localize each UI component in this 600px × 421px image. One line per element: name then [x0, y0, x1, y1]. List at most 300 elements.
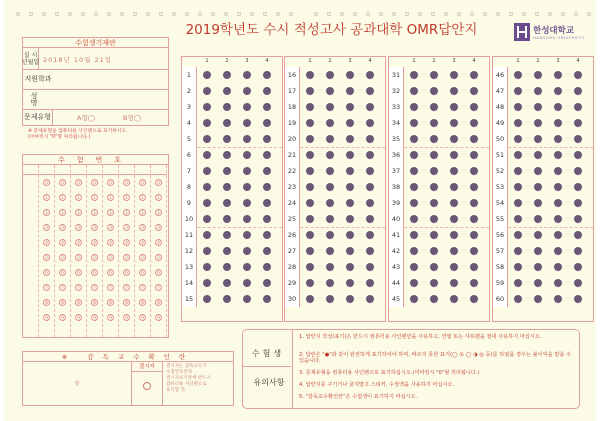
- answer-bubble[interactable]: [326, 199, 334, 207]
- answer-bubble[interactable]: [574, 215, 582, 223]
- answer-bubble[interactable]: [346, 247, 354, 255]
- answer-bubble[interactable]: [514, 183, 522, 191]
- answer-bubble[interactable]: [366, 103, 374, 111]
- answer-bubble[interactable]: [574, 183, 582, 191]
- answer-bubble[interactable]: [263, 103, 271, 111]
- answer-bubble[interactable]: [470, 295, 478, 303]
- exam-digit-bubble[interactable]: 2: [91, 209, 98, 216]
- type-a-option[interactable]: A형◯: [77, 114, 95, 122]
- exam-digit-bubble[interactable]: 7: [91, 284, 98, 291]
- answer-bubble[interactable]: [326, 167, 334, 175]
- answer-bubble[interactable]: [263, 183, 271, 191]
- answer-bubble[interactable]: [430, 87, 438, 95]
- exam-number-box[interactable]: [71, 165, 87, 175]
- answer-bubble[interactable]: [450, 199, 458, 207]
- supervisor-signature-area[interactable]: 항: [23, 362, 132, 406]
- answer-bubble[interactable]: [243, 247, 251, 255]
- answer-bubble[interactable]: [223, 263, 231, 271]
- answer-bubble[interactable]: [223, 119, 231, 127]
- answer-bubble[interactable]: [263, 295, 271, 303]
- answer-bubble[interactable]: [306, 215, 314, 223]
- answer-bubble[interactable]: [203, 119, 211, 127]
- answer-bubble[interactable]: [574, 263, 582, 271]
- answer-bubble[interactable]: [470, 167, 478, 175]
- exam-digit-bubble[interactable]: 9: [75, 314, 82, 321]
- exam-digit-bubble[interactable]: 0: [91, 179, 98, 186]
- answer-bubble[interactable]: [410, 135, 418, 143]
- answer-bubble[interactable]: [514, 103, 522, 111]
- answer-bubble[interactable]: [514, 295, 522, 303]
- answer-bubble[interactable]: [514, 199, 522, 207]
- exam-digit-bubble[interactable]: 3: [139, 224, 146, 231]
- answer-bubble[interactable]: [203, 295, 211, 303]
- answer-bubble[interactable]: [410, 215, 418, 223]
- exam-digit-bubble[interactable]: 7: [107, 284, 114, 291]
- exam-digit-bubble[interactable]: 2: [75, 209, 82, 216]
- answer-bubble[interactable]: [326, 279, 334, 287]
- answer-bubble[interactable]: [450, 151, 458, 159]
- answer-bubble[interactable]: [346, 103, 354, 111]
- answer-bubble[interactable]: [450, 71, 458, 79]
- answer-bubble[interactable]: [514, 71, 522, 79]
- answer-bubble[interactable]: [223, 167, 231, 175]
- answer-bubble[interactable]: [534, 87, 542, 95]
- answer-bubble[interactable]: [243, 103, 251, 111]
- answer-bubble[interactable]: [243, 279, 251, 287]
- answer-bubble[interactable]: [574, 119, 582, 127]
- answer-bubble[interactable]: [430, 199, 438, 207]
- answer-bubble[interactable]: [326, 263, 334, 271]
- answer-bubble[interactable]: [554, 263, 562, 271]
- exam-digit-bubble[interactable]: 7: [59, 284, 66, 291]
- answer-bubble[interactable]: [534, 71, 542, 79]
- answer-bubble[interactable]: [366, 279, 374, 287]
- answer-bubble[interactable]: [450, 279, 458, 287]
- answer-bubble[interactable]: [326, 119, 334, 127]
- answer-bubble[interactable]: [534, 103, 542, 111]
- answer-bubble[interactable]: [534, 135, 542, 143]
- answer-bubble[interactable]: [326, 71, 334, 79]
- answer-bubble[interactable]: [450, 87, 458, 95]
- answer-bubble[interactable]: [430, 183, 438, 191]
- exam-digit-bubble[interactable]: 9: [91, 314, 98, 321]
- answer-bubble[interactable]: [243, 263, 251, 271]
- answer-bubble[interactable]: [430, 119, 438, 127]
- answer-bubble[interactable]: [346, 183, 354, 191]
- answer-bubble[interactable]: [346, 119, 354, 127]
- answer-bubble[interactable]: [263, 167, 271, 175]
- answer-bubble[interactable]: [410, 103, 418, 111]
- exam-number-box[interactable]: [87, 165, 103, 175]
- answer-bubble[interactable]: [366, 199, 374, 207]
- answer-bubble[interactable]: [366, 247, 374, 255]
- exam-digit-bubble[interactable]: 0: [107, 179, 114, 186]
- answer-bubble[interactable]: [203, 247, 211, 255]
- answer-bubble[interactable]: [243, 183, 251, 191]
- exam-digit-bubble[interactable]: 6: [91, 269, 98, 276]
- exam-digit-bubble[interactable]: 3: [123, 224, 130, 231]
- exam-number-box[interactable]: [39, 165, 55, 175]
- exam-digit-bubble[interactable]: 1: [123, 194, 130, 201]
- answer-bubble[interactable]: [223, 103, 231, 111]
- answer-bubble[interactable]: [366, 183, 374, 191]
- exam-digit-bubble[interactable]: 4: [107, 239, 114, 246]
- answer-bubble[interactable]: [554, 151, 562, 159]
- exam-digit-bubble[interactable]: 6: [155, 269, 162, 276]
- exam-digit-bubble[interactable]: 0: [59, 179, 66, 186]
- answer-bubble[interactable]: [574, 135, 582, 143]
- exam-digit-bubble[interactable]: 9: [123, 314, 130, 321]
- answer-bubble[interactable]: [534, 199, 542, 207]
- answer-bubble[interactable]: [534, 167, 542, 175]
- answer-bubble[interactable]: [326, 135, 334, 143]
- exam-digit-bubble[interactable]: 3: [107, 224, 114, 231]
- exam-digit-bubble[interactable]: 9: [43, 314, 50, 321]
- answer-bubble[interactable]: [346, 199, 354, 207]
- exam-digit-bubble[interactable]: 4: [59, 239, 66, 246]
- exam-digit-bubble[interactable]: 7: [123, 284, 130, 291]
- answer-bubble[interactable]: [554, 215, 562, 223]
- answer-bubble[interactable]: [534, 263, 542, 271]
- exam-digit-bubble[interactable]: 1: [75, 194, 82, 201]
- answer-bubble[interactable]: [306, 167, 314, 175]
- answer-bubble[interactable]: [534, 119, 542, 127]
- answer-bubble[interactable]: [470, 279, 478, 287]
- exam-digit-bubble[interactable]: 1: [43, 194, 50, 201]
- answer-bubble[interactable]: [306, 119, 314, 127]
- exam-digit-bubble[interactable]: 7: [75, 284, 82, 291]
- exam-digit-bubble[interactable]: 7: [43, 284, 50, 291]
- answer-bubble[interactable]: [430, 151, 438, 159]
- answer-bubble[interactable]: [514, 87, 522, 95]
- answer-bubble[interactable]: [263, 279, 271, 287]
- answer-bubble[interactable]: [410, 199, 418, 207]
- exam-digit-bubble[interactable]: 6: [43, 269, 50, 276]
- answer-bubble[interactable]: [534, 247, 542, 255]
- answer-bubble[interactable]: [554, 135, 562, 143]
- answer-bubble[interactable]: [470, 231, 478, 239]
- answer-bubble[interactable]: [223, 151, 231, 159]
- answer-bubble[interactable]: [574, 295, 582, 303]
- answer-bubble[interactable]: [534, 215, 542, 223]
- answer-bubble[interactable]: [450, 263, 458, 271]
- exam-digit-bubble[interactable]: 0: [43, 179, 50, 186]
- answer-bubble[interactable]: [306, 247, 314, 255]
- answer-bubble[interactable]: [203, 135, 211, 143]
- answer-bubble[interactable]: [574, 71, 582, 79]
- exam-digit-bubble[interactable]: 3: [75, 224, 82, 231]
- answer-bubble[interactable]: [430, 167, 438, 175]
- answer-bubble[interactable]: [366, 215, 374, 223]
- exam-digit-bubble[interactable]: 6: [75, 269, 82, 276]
- answer-bubble[interactable]: [410, 119, 418, 127]
- answer-bubble[interactable]: [203, 215, 211, 223]
- answer-bubble[interactable]: [514, 167, 522, 175]
- exam-digit-bubble[interactable]: 9: [139, 314, 146, 321]
- answer-bubble[interactable]: [554, 87, 562, 95]
- exam-digit-bubble[interactable]: 4: [139, 239, 146, 246]
- answer-bubble[interactable]: [223, 199, 231, 207]
- answer-bubble[interactable]: [243, 87, 251, 95]
- answer-bubble[interactable]: [306, 183, 314, 191]
- answer-bubble[interactable]: [430, 279, 438, 287]
- answer-bubble[interactable]: [470, 71, 478, 79]
- answer-bubble[interactable]: [223, 183, 231, 191]
- exam-digit-bubble[interactable]: 5: [155, 254, 162, 261]
- exam-digit-bubble[interactable]: 2: [43, 209, 50, 216]
- answer-bubble[interactable]: [346, 295, 354, 303]
- exam-digit-bubble[interactable]: 2: [155, 209, 162, 216]
- answer-bubble[interactable]: [430, 231, 438, 239]
- name-row[interactable]: [22, 90, 169, 110]
- answer-bubble[interactable]: [410, 279, 418, 287]
- answer-bubble[interactable]: [470, 103, 478, 111]
- answer-bubble[interactable]: [554, 247, 562, 255]
- exam-digit-bubble[interactable]: 0: [155, 179, 162, 186]
- answer-bubble[interactable]: [203, 199, 211, 207]
- answer-bubble[interactable]: [346, 71, 354, 79]
- answer-bubble[interactable]: [450, 135, 458, 143]
- answer-bubble[interactable]: [514, 135, 522, 143]
- answer-bubble[interactable]: [243, 71, 251, 79]
- answer-bubble[interactable]: [410, 263, 418, 271]
- answer-bubble[interactable]: [554, 119, 562, 127]
- exam-number-box[interactable]: [55, 165, 71, 175]
- answer-bubble[interactable]: [410, 231, 418, 239]
- answer-bubble[interactable]: [534, 183, 542, 191]
- exam-digit-bubble[interactable]: 4: [155, 239, 162, 246]
- answer-bubble[interactable]: [534, 279, 542, 287]
- answer-bubble[interactable]: [306, 279, 314, 287]
- answer-bubble[interactable]: [263, 215, 271, 223]
- answer-bubble[interactable]: [554, 183, 562, 191]
- answer-bubble[interactable]: [326, 183, 334, 191]
- exam-number-box[interactable]: [135, 165, 151, 175]
- answer-bubble[interactable]: [430, 71, 438, 79]
- answer-bubble[interactable]: [410, 87, 418, 95]
- answer-bubble[interactable]: [554, 199, 562, 207]
- answer-bubble[interactable]: [470, 247, 478, 255]
- exam-digit-bubble[interactable]: 3: [155, 224, 162, 231]
- answer-bubble[interactable]: [326, 103, 334, 111]
- answer-bubble[interactable]: [263, 151, 271, 159]
- answer-bubble[interactable]: [326, 151, 334, 159]
- answer-bubble[interactable]: [346, 87, 354, 95]
- absentee-bubble[interactable]: [143, 382, 151, 390]
- answer-bubble[interactable]: [366, 263, 374, 271]
- exam-digit-bubble[interactable]: 8: [155, 299, 162, 306]
- answer-bubble[interactable]: [470, 263, 478, 271]
- exam-digit-bubble[interactable]: 2: [107, 209, 114, 216]
- answer-bubble[interactable]: [514, 263, 522, 271]
- answer-bubble[interactable]: [430, 263, 438, 271]
- answer-bubble[interactable]: [263, 199, 271, 207]
- answer-bubble[interactable]: [346, 215, 354, 223]
- answer-bubble[interactable]: [366, 167, 374, 175]
- exam-digit-bubble[interactable]: 1: [107, 194, 114, 201]
- exam-number-box[interactable]: [23, 165, 39, 175]
- answer-bubble[interactable]: [326, 215, 334, 223]
- answer-bubble[interactable]: [203, 231, 211, 239]
- answer-bubble[interactable]: [470, 199, 478, 207]
- exam-digit-bubble[interactable]: 8: [107, 299, 114, 306]
- answer-bubble[interactable]: [223, 295, 231, 303]
- answer-bubble[interactable]: [554, 295, 562, 303]
- answer-bubble[interactable]: [450, 295, 458, 303]
- answer-bubble[interactable]: [366, 119, 374, 127]
- answer-bubble[interactable]: [306, 135, 314, 143]
- exam-digit-bubble[interactable]: 3: [59, 224, 66, 231]
- answer-bubble[interactable]: [263, 135, 271, 143]
- answer-bubble[interactable]: [470, 183, 478, 191]
- answer-bubble[interactable]: [366, 87, 374, 95]
- answer-bubble[interactable]: [306, 71, 314, 79]
- answer-bubble[interactable]: [470, 119, 478, 127]
- answer-bubble[interactable]: [366, 151, 374, 159]
- answer-bubble[interactable]: [450, 119, 458, 127]
- answer-bubble[interactable]: [574, 151, 582, 159]
- answer-bubble[interactable]: [450, 231, 458, 239]
- answer-bubble[interactable]: [430, 103, 438, 111]
- answer-bubble[interactable]: [326, 247, 334, 255]
- answer-bubble[interactable]: [243, 119, 251, 127]
- answer-bubble[interactable]: [203, 279, 211, 287]
- answer-bubble[interactable]: [306, 263, 314, 271]
- answer-bubble[interactable]: [203, 87, 211, 95]
- answer-bubble[interactable]: [514, 215, 522, 223]
- exam-digit-bubble[interactable]: 6: [123, 269, 130, 276]
- answer-bubble[interactable]: [574, 199, 582, 207]
- answer-bubble[interactable]: [554, 103, 562, 111]
- answer-bubble[interactable]: [574, 103, 582, 111]
- answer-bubble[interactable]: [326, 231, 334, 239]
- type-b-option[interactable]: B형◯: [123, 114, 142, 122]
- exam-number-box[interactable]: [103, 165, 119, 175]
- answer-bubble[interactable]: [410, 295, 418, 303]
- answer-bubble[interactable]: [470, 87, 478, 95]
- answer-bubble[interactable]: [263, 247, 271, 255]
- answer-bubble[interactable]: [366, 231, 374, 239]
- exam-digit-bubble[interactable]: 0: [139, 179, 146, 186]
- answer-bubble[interactable]: [430, 215, 438, 223]
- exam-digit-bubble[interactable]: 0: [123, 179, 130, 186]
- exam-digit-bubble[interactable]: 5: [75, 254, 82, 261]
- answer-bubble[interactable]: [450, 183, 458, 191]
- answer-bubble[interactable]: [243, 231, 251, 239]
- answer-bubble[interactable]: [306, 199, 314, 207]
- answer-bubble[interactable]: [366, 71, 374, 79]
- answer-bubble[interactable]: [450, 167, 458, 175]
- answer-bubble[interactable]: [346, 263, 354, 271]
- answer-bubble[interactable]: [514, 247, 522, 255]
- answer-bubble[interactable]: [326, 295, 334, 303]
- answer-bubble[interactable]: [203, 263, 211, 271]
- answer-bubble[interactable]: [450, 247, 458, 255]
- exam-digit-bubble[interactable]: 4: [123, 239, 130, 246]
- answer-bubble[interactable]: [306, 103, 314, 111]
- exam-digit-bubble[interactable]: 5: [139, 254, 146, 261]
- answer-bubble[interactable]: [306, 231, 314, 239]
- answer-bubble[interactable]: [346, 231, 354, 239]
- exam-digit-bubble[interactable]: 5: [91, 254, 98, 261]
- exam-digit-bubble[interactable]: 3: [43, 224, 50, 231]
- answer-bubble[interactable]: [410, 247, 418, 255]
- answer-bubble[interactable]: [554, 231, 562, 239]
- exam-digit-bubble[interactable]: 1: [155, 194, 162, 201]
- exam-digit-bubble[interactable]: 4: [75, 239, 82, 246]
- answer-bubble[interactable]: [366, 295, 374, 303]
- exam-digit-bubble[interactable]: 1: [139, 194, 146, 201]
- answer-bubble[interactable]: [223, 247, 231, 255]
- exam-digit-bubble[interactable]: 5: [59, 254, 66, 261]
- exam-number-box[interactable]: [151, 165, 167, 175]
- answer-bubble[interactable]: [430, 135, 438, 143]
- answer-bubble[interactable]: [243, 151, 251, 159]
- answer-bubble[interactable]: [263, 71, 271, 79]
- answer-bubble[interactable]: [203, 151, 211, 159]
- answer-bubble[interactable]: [203, 183, 211, 191]
- answer-bubble[interactable]: [243, 199, 251, 207]
- answer-bubble[interactable]: [263, 87, 271, 95]
- exam-digit-bubble[interactable]: 8: [123, 299, 130, 306]
- department-row[interactable]: [22, 70, 169, 90]
- exam-digit-bubble[interactable]: 8: [75, 299, 82, 306]
- answer-bubble[interactable]: [223, 279, 231, 287]
- exam-digit-bubble[interactable]: 2: [139, 209, 146, 216]
- answer-bubble[interactable]: [346, 167, 354, 175]
- answer-bubble[interactable]: [306, 87, 314, 95]
- exam-digit-bubble[interactable]: 8: [59, 299, 66, 306]
- answer-bubble[interactable]: [203, 167, 211, 175]
- answer-bubble[interactable]: [470, 215, 478, 223]
- answer-bubble[interactable]: [534, 231, 542, 239]
- answer-bubble[interactable]: [243, 135, 251, 143]
- answer-bubble[interactable]: [410, 167, 418, 175]
- exam-digit-bubble[interactable]: 7: [155, 284, 162, 291]
- answer-bubble[interactable]: [470, 151, 478, 159]
- exam-digit-bubble[interactable]: 2: [59, 209, 66, 216]
- answer-bubble[interactable]: [223, 231, 231, 239]
- answer-bubble[interactable]: [430, 247, 438, 255]
- answer-bubble[interactable]: [223, 135, 231, 143]
- answer-bubble[interactable]: [470, 135, 478, 143]
- answer-bubble[interactable]: [514, 231, 522, 239]
- answer-bubble[interactable]: [534, 151, 542, 159]
- answer-bubble[interactable]: [263, 231, 271, 239]
- answer-bubble[interactable]: [410, 151, 418, 159]
- exam-digit-bubble[interactable]: 5: [123, 254, 130, 261]
- exam-digit-bubble[interactable]: 8: [43, 299, 50, 306]
- exam-digit-bubble[interactable]: 3: [91, 224, 98, 231]
- answer-bubble[interactable]: [554, 279, 562, 287]
- answer-bubble[interactable]: [306, 151, 314, 159]
- exam-digit-bubble[interactable]: 2: [123, 209, 130, 216]
- exam-digit-bubble[interactable]: 6: [139, 269, 146, 276]
- answer-bubble[interactable]: [430, 295, 438, 303]
- answer-bubble[interactable]: [574, 279, 582, 287]
- exam-digit-bubble[interactable]: 9: [59, 314, 66, 321]
- exam-digit-bubble[interactable]: 5: [43, 254, 50, 261]
- exam-digit-bubble[interactable]: 9: [107, 314, 114, 321]
- answer-bubble[interactable]: [450, 215, 458, 223]
- answer-bubble[interactable]: [263, 119, 271, 127]
- exam-digit-bubble[interactable]: 7: [139, 284, 146, 291]
- exam-digit-bubble[interactable]: 6: [59, 269, 66, 276]
- exam-digit-bubble[interactable]: 1: [59, 194, 66, 201]
- answer-bubble[interactable]: [223, 87, 231, 95]
- exam-digit-bubble[interactable]: 8: [139, 299, 146, 306]
- exam-digit-bubble[interactable]: 8: [91, 299, 98, 306]
